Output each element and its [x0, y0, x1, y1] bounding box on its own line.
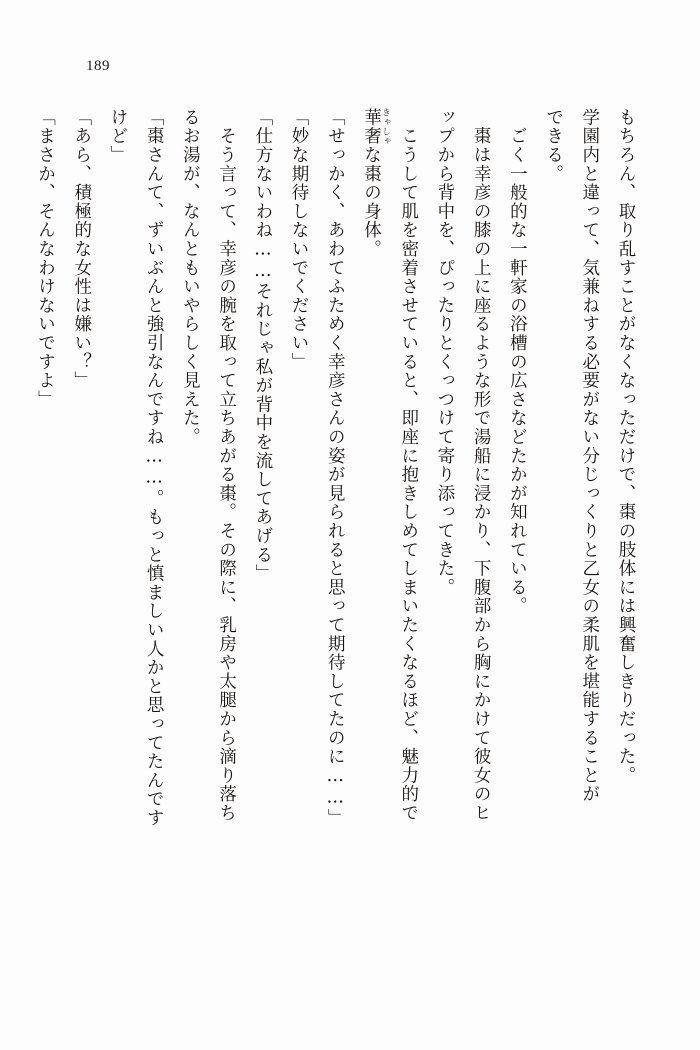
paragraph: 「妙な期待しないでください」	[289, 108, 310, 372]
paragraph: ごく一般的な一軒家の浴槽の広さなどたかが知れている。	[507, 108, 528, 616]
paragraph: 「棗さんて、ずいぶんと強引なんですね……。もっと慎ましい人かと思ってたんです	[144, 108, 165, 828]
paragraph: 「あら、積極的な女性は嫌い？」	[71, 108, 92, 390]
paragraph: ップから背中を、ぴったりとくっつけて寄り添ってきた。	[434, 108, 455, 597]
ruby-annotation: 華奢 きゃしゃ	[361, 108, 391, 146]
paragraph: もちろん、取り乱すことがなくなっただけで、棗の肢体には興奮しきりだった。	[616, 108, 636, 785]
page-text-body	[35, 108, 644, 988]
paragraph: るお湯が、なんともいやらしく見えた。	[180, 108, 201, 447]
paragraph: 学園内と違って、気兼ねする必要がない分じっくりと乙女の柔肌を堪能することが	[579, 108, 600, 804]
paragraph: けど」	[107, 108, 128, 165]
paragraph: 「せっかく、あわてふためく幸彦さんの姿が見られると思って期待してたのに……」	[325, 108, 346, 828]
paragraph: 棗は幸彦の膝の上に座るような形で湯船に浸かり、下腹部から胸にかけて彼女のヒ	[471, 108, 492, 823]
paragraph: 「まさか、そんなわけないですよ」	[35, 108, 56, 409]
paragraph: 華奢 きゃしゃな棗の身体。	[361, 108, 391, 259]
page-number: 189	[86, 58, 110, 74]
ruby-reading: きゃしゃ	[380, 108, 391, 146]
paragraph: できる。	[543, 108, 564, 184]
paragraph: 「仕方ないわね……それじゃ私が背中を流してあげる」	[252, 108, 273, 583]
paragraph: こうして肌を密着させていると、即座に抱きしめてしまいたくなるほど、魅力的で	[398, 108, 419, 823]
paragraph: そう言って、幸彦の腕を取って立ちあがる棗。その際に、乳房や太腿から滴り落ち	[216, 108, 237, 823]
